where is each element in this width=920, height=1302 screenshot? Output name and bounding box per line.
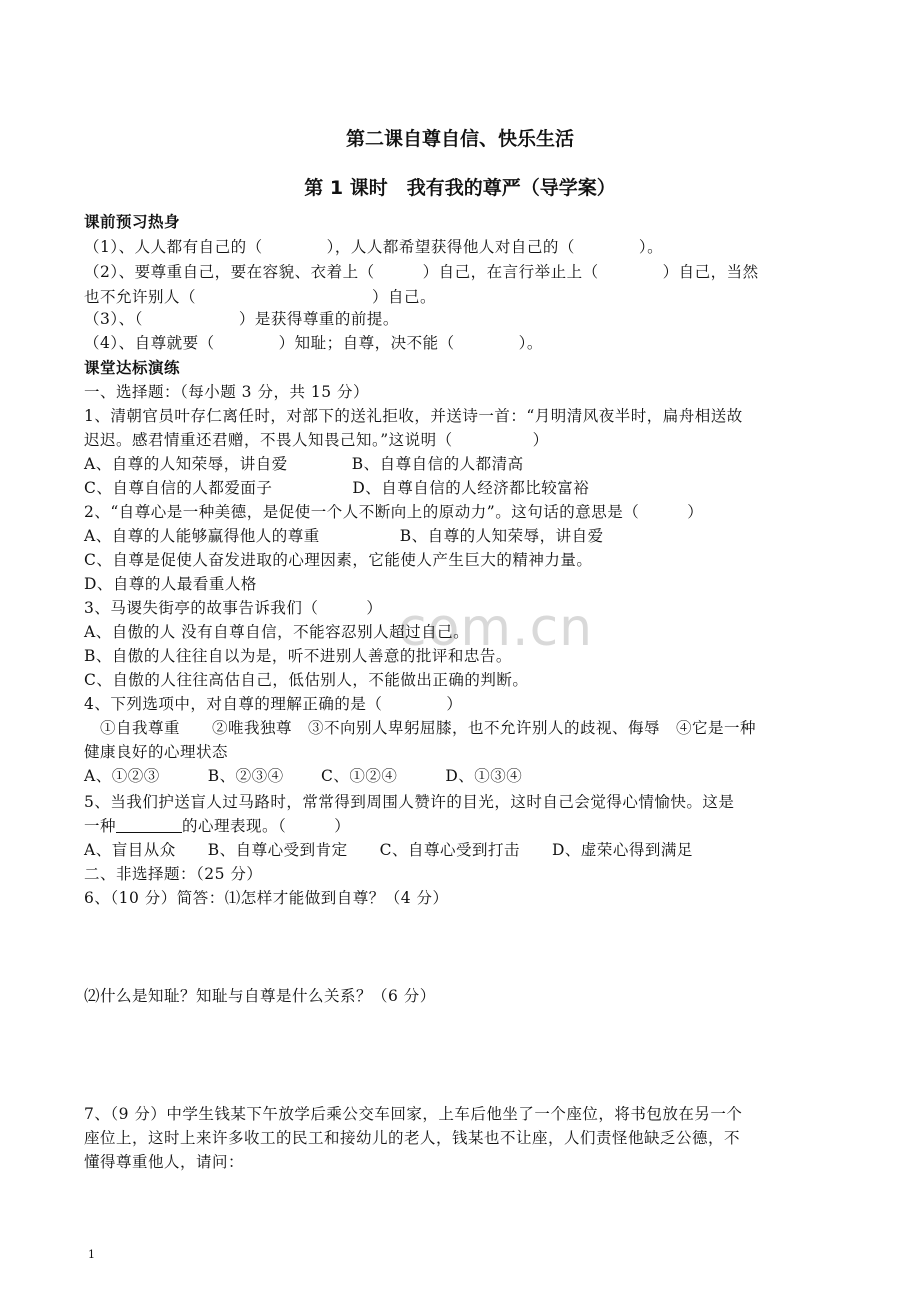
question-4-statements-line-1: ①自我尊重 ②唯我独尊 ③不向别人卑躬屈膝，也不允许别人的歧视、侮辱 ④它是一种 [84, 719, 757, 737]
non-choice-section-title: 二、非选择题：（25 分） [84, 865, 263, 883]
question-6-part-1: 6、（10 分）简答：⑴怎样才能做到自尊？（4 分） [84, 889, 449, 907]
question-2-option-c: C、自尊是促使人奋发进取的心理因素，它能使人产生巨大的精神力量。 [84, 551, 593, 569]
question-1-options-cd: C、自尊自信的人都爱面子 D、自尊自信的人经济都比较富裕 [84, 479, 590, 497]
question-3-option-c: C、自傲的人往往高估自己，低估别人，不能做出正确的判断。 [84, 671, 529, 689]
question-2-options-ab: A、自尊的人能够赢得他人的尊重 B、自尊的人知荣辱，讲自爱 [84, 527, 604, 545]
question-1-line-2: 迟迟。感君情重还君赠，不畏人知畏己知。”这说明（ ） [84, 431, 549, 449]
section-heading-practice: 课堂达标演练 [84, 359, 181, 377]
question-5-options: A、盲目从众 B、自尊心受到肯定 C、自尊心受到打击 D、虚荣心得到满足 [84, 841, 693, 859]
question-3-stem: 3、马谡失街亭的故事告诉我们（ ） [84, 599, 383, 617]
question-7-line-1: 7、（9 分）中学生钱某下午放学后乘公交车回家，上车后他坐了一个座位，将书包放在另一个 [84, 1105, 743, 1123]
question-4-stem: 4、下列选项中，对自尊的理解正确的是（ ） [84, 695, 463, 713]
question-4-statements-line-2: 健康良好的心理状态 [84, 743, 229, 761]
fill-blank-line [116, 818, 182, 833]
question-4-options: A、①②③ B、②③④ C、①②④ D、①③④ [84, 767, 523, 785]
question-6-part-2: ⑵什么是知耻？知耻与自尊是什么关系？（6 分） [84, 987, 436, 1005]
question-1-line-1: 1、清朝官员叶存仁离任时，对部下的送礼拒收，并送诗一首：“月明清风夜半时，扁舟相送故 [84, 407, 743, 425]
section-heading-preview: 课前预习热身 [84, 213, 181, 231]
question-3-option-a: A、自傲的人 没有自尊自信，不能容忍别人超过自己。 [84, 623, 470, 641]
question-5-suffix: 的心理表现。（ ） [182, 817, 351, 835]
preview-item-3: （3）、（ ）是获得尊重的前提。 [84, 310, 399, 328]
question-7-line-2: 座位上，这时上来许多收工的民工和接幼儿的老人，钱某也不让座，人们责怪他缺乏公德，不 [84, 1129, 741, 1147]
preview-item-2-line-2: 也不允许别人（ ）自己。 [84, 288, 437, 306]
preview-item-1: （1）、人人都有自己的（ ），人人都希望获得他人对自己的（ ）。 [84, 238, 664, 256]
question-5-prefix: 一种 [84, 817, 117, 835]
preview-item-2-line-1: （2）、要尊重自己，要在容貌、衣着上（ ）自己，在言行举止上（ ）自己，当然 [84, 263, 759, 281]
question-5-line-2 [84, 814, 350, 836]
question-2-option-d: D、自尊的人最看重人格 [84, 575, 257, 593]
question-1-options-ab: A、自尊的人知荣辱，讲自爱 B、自尊自信的人都清高 [84, 455, 524, 473]
page-title: 第二课自尊自信、快乐生活 [345, 128, 574, 150]
page-number: 1 [88, 1248, 95, 1261]
question-5-line-1: 5、当我们护送盲人过马路时，常常得到周围人赞许的目光，这时自己会觉得心情愉快。这是 [84, 793, 735, 811]
question-7-line-3: 懂得尊重他人，请问： [84, 1153, 245, 1171]
page-subtitle: 第 1 课时 我有我的尊严（导学案） [304, 177, 616, 199]
watermark: com.cn [398, 598, 594, 658]
question-2-stem: 2、“自尊心是一种美德，是促使一个人不断向上的原动力”。这句话的意思是（ ） [84, 503, 704, 521]
question-3-option-b: B、自傲的人往往自以为是，听不进别人善意的批评和忠告。 [84, 647, 512, 665]
choice-section-title: 一、选择题：（每小题 3 分，共 15 分） [84, 383, 370, 401]
preview-item-4: （4）、自尊就要（ ）知耻；自尊，决不能（ ）。 [84, 334, 543, 352]
